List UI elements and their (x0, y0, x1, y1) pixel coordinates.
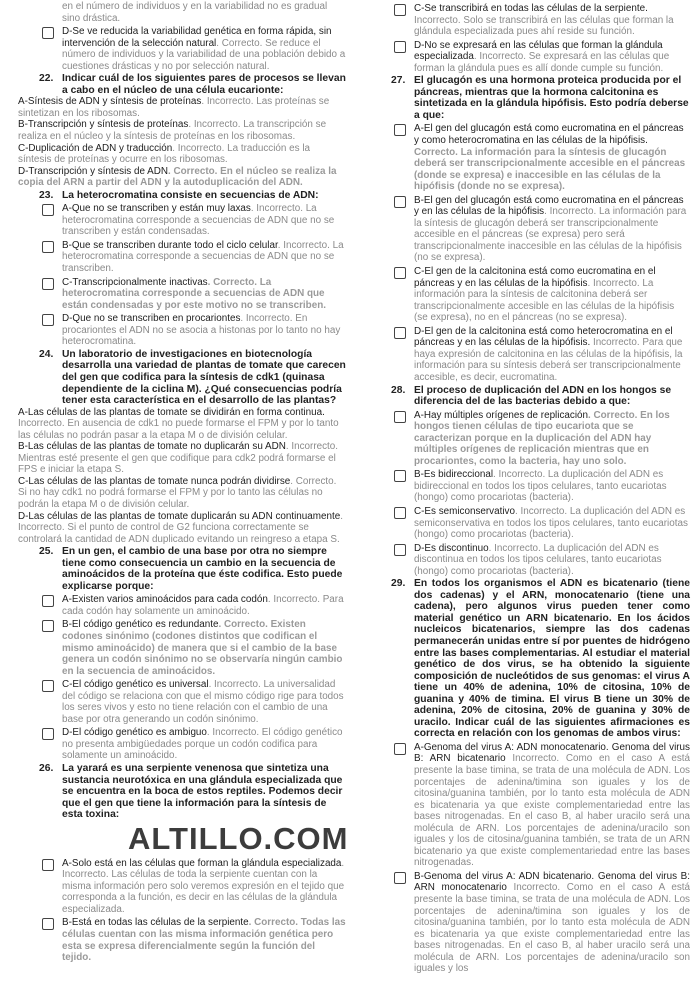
option-text: C-Las células de las plantas de tomate nunca podrán dividirse (18, 475, 291, 487)
answer-option[interactable] (18, 594, 346, 617)
answer-option[interactable] (18, 203, 346, 238)
feedback-text: . Incorrecto. La heterocromatina corresponde a secuencias de ADN que no se transcriben y están condensadas. (62, 203, 335, 238)
question-number: 29. (391, 578, 406, 590)
checkbox[interactable] (42, 620, 54, 632)
question-number: 27. (391, 75, 406, 87)
checkbox[interactable] (42, 595, 54, 607)
option-text: A-Las células de las plantas de tomate se dividirán en forma continua. (18, 406, 325, 418)
option-text: C-El gen de la calcitonina está como eucromatina en el páncreas y en las células de la hipófisis (414, 266, 656, 289)
answer-option[interactable] (18, 679, 346, 725)
option-text: B-Que se transcriben durante todo el ciclo celular (62, 239, 278, 251)
option-text: A-Síntesis de ADN y síntesis de proteínas (18, 96, 202, 108)
feedback-text: Incorrecto. Como en el caso A está presente la base timina, se trata de una molécula de ADN. Los porcentajes de adenina/timina son iguales y los de citosina/guanina también, por lo tanto esta molécula de ADN es bicatenaria ya que existe complementariedad entre las bases nitrogenadas. En el caso B, al haber uracilo será una molécula de ARN. Los porcentajes de adenina/uracilo son iguales y los (414, 882, 691, 975)
answer-option[interactable] (370, 469, 690, 504)
question (370, 385, 690, 408)
question-text: En todos los organismos el ADN es bicatenario (tiene dos cadenas) y el ARN, monocatenario (tiene una cadena), pero algunos virus pueden tener como material genético un ARN bicatenario. En los ácidos nucleicos bicatenarios, siempre las dos cadenas permanecerán unidas entre sí por puentes de hidrógeno entre las bases complementarias. Al estudiar el material genético de dos virus, se ha obtenido la siguiente composición de nucleótidos de sus genomas: el virus A tiene un 40% de adenina, 10% de citosina, 10% de guanina y 40% de timina. El virus B tiene un 30% de adenina, 20% de citosina, 20% de guanina y 30% de uracilo. Indicar cuál de las siguientes afirmaciones es correcta en relación con los genomas de ambos virus: (414, 578, 690, 740)
feedback-text: . Incorrecto. En procariontes el ADN no se asocia a histonas por lo tanto no hay heterocromatina. (62, 313, 341, 348)
option-text: C-El código genético es universal (62, 679, 209, 691)
feedback-text: . Incorrecto. La duplicación del ADN es discontinua en todos los tipos celulares, tanto eucariotas (hongo) como procariotas (bacteria). (414, 542, 662, 577)
answer-option[interactable] (370, 543, 690, 578)
option-text: D-Transcripción y síntesis de ADN (18, 165, 168, 177)
watermark: ALTILLO.COM (128, 820, 349, 856)
option-text: B-Está en todas las células de la serpiente (62, 917, 249, 929)
option-text: B-Genoma del virus A: ADN bicatenario. Genoma del virus B: ARN monocatenario (414, 870, 690, 894)
checkbox[interactable] (394, 411, 406, 423)
feedback-text: . Incorrecto. Se expresará en las células que forman la glándula pues es allí donde cumple su función. (414, 51, 670, 74)
option-text: D-Las células de las plantas de tomate duplicarán su ADN continuamente (18, 510, 341, 522)
feedback-text: . Correcto. Si no hay cdk1 no podrá formarse el FPM y por lo tanto las células no podrán la etapa M o de división celular. (18, 475, 337, 510)
answer-option[interactable] (370, 123, 690, 192)
feedback-text: . Incorrecto. Para cada codón hay solamente un aminoácido. (62, 594, 344, 617)
answer-option[interactable] (370, 410, 690, 468)
option-text: D-Es discontinuo (414, 542, 489, 554)
option-text: A-Existen varios aminoácidos para cada codón (62, 594, 268, 606)
feedback-text: . Incorrecto. Las células de toda la serpiente cuentan con la misma información pero solo veremos expresión en el tejido que corresponda a la función, es decir en las células de la glándula especializada. (62, 857, 345, 915)
answer-option[interactable] (18, 858, 346, 916)
question (18, 190, 346, 202)
question-number: 24. (39, 348, 54, 360)
feedback-text: en el número de individuos y en la variabilidad no es gradual sino drástica. (62, 1, 328, 24)
question (370, 75, 690, 121)
question-number: 22. (39, 73, 54, 85)
option-text: B-Las células de las plantas de tomate no duplicarán su ADN (18, 441, 286, 453)
answer-option (18, 511, 346, 546)
feedback-text: . Incorrecto. La duplicación del ADN es bidireccional en todos los tipos celulares, tanto eucariotas (hongo) como procariotas (bacteria). (414, 469, 667, 504)
left-column (18, 1, 349, 964)
answer-option[interactable] (370, 742, 690, 869)
checkbox[interactable] (394, 507, 406, 519)
option-text: A-Genoma del virus A: ADN monocatenario. Genoma del virus B: ARN bicatenario (414, 741, 690, 765)
answer-option[interactable] (18, 619, 346, 677)
answer-option[interactable] (370, 506, 690, 541)
checkbox[interactable] (42, 859, 54, 871)
question-text: En un gen, el cambio de una base por otra no siempre tiene como consecuencia un cambio en la secuencia de aminoácidos de la proteína que éste codifica. Esto puede explicarse porque: (62, 546, 343, 592)
right-column (370, 1, 690, 975)
answer-option (18, 476, 346, 511)
answer-option[interactable] (18, 26, 346, 72)
feedback-text: . Incorrecto. Si el punto de control de G2 funciona correctamente se controlará la cantidad de ADN duplicado evitando un reingreso a etapa S. (18, 510, 343, 545)
answer-option[interactable] (370, 195, 690, 264)
option-text: A-El gen del glucagón está como eucromatina en el páncreas y como heterocromatina en las células de la hipófisis. (414, 123, 684, 147)
question-number: 23. (39, 189, 54, 201)
answer-option[interactable] (370, 326, 690, 384)
question-number: 28. (391, 384, 406, 396)
option-text: C-Duplicación de ADN y traducción (18, 142, 173, 154)
option-text: D-Que no se transcriben en procariontes (62, 313, 241, 325)
feedback-text: . Incorrecto. La duplicación del ADN es semiconservativa en todos los tipos celulares, tanto eucariotas (hongo) como procariotas (bacteria). (414, 505, 688, 541)
option-text: D-No se expresará en las células que forman la glándula especializada (414, 39, 663, 63)
feedback-text: . Correcto. Existen codones sinónimo (codones distintos que codifican el mismo aminoácido) de manera que si el cambio de la base genera un codón sinónimo no se observaría ningún cambio en la secuencia de aminoácidos. (62, 619, 343, 677)
feedback-text: . Incorrecto. La universalidad del código se relaciona con que el mismo código rige para todos los seres vivos y esto no tiene relación con el cambio de una base por otra generando un codón sinónimo. (62, 679, 344, 725)
option-text: B-El gen del glucagón está como eucromatina en el páncreas y en las células de la hipófisis (414, 194, 684, 218)
feedback-text: . Correcto. Se reduce el número de individuos y la variabilidad de una población debido a cuestiones drásticas y no por selección natural. (62, 37, 346, 72)
checkbox[interactable] (42, 204, 54, 216)
question-text: El glucagón es una hormona proteica producida por el páncreas, mientras que la hormona calcitonina es sintetizada en la glándula hipófisis. Esto podría deberse a que: (414, 75, 689, 121)
option-text: C-Se transcribirá en todas las células de la serpiente. (414, 3, 648, 14)
option-text: B-Es bidireccional (414, 469, 494, 481)
answer-option[interactable] (18, 917, 346, 963)
checkbox[interactable] (42, 680, 54, 692)
checkbox[interactable] (394, 124, 406, 136)
option-text: A-Que no se transcriben y están muy laxas (62, 203, 251, 215)
feedback-text: . Incorrecto. La traducción es la síntesis de proteínas y ocurre en los ribosomas. (18, 142, 311, 166)
answer-option (18, 96, 346, 119)
question-number: 25. (39, 546, 54, 558)
feedback-text: . Correcto. La heterocromatina corresponde a secuencias de ADN que están condensadas y por este motivo no se transcriben. (62, 276, 326, 311)
checkbox[interactable] (394, 41, 406, 53)
checkbox[interactable] (394, 327, 406, 339)
answer-option (18, 143, 346, 166)
checkbox[interactable] (42, 314, 54, 326)
option-text: A-Solo está en las células que forman la glándula especializada (62, 857, 342, 869)
feedback-text: . Incorrecto. Las proteínas se sintetizan en los ribosomas. (18, 96, 330, 119)
checkbox[interactable] (42, 728, 54, 740)
question-text: La heterocromatina consiste en secuencias de ADN: (62, 189, 319, 201)
answer-option[interactable] (18, 277, 346, 312)
question-text: La yarará es una serpiente venenosa que sintetiza una sustancia neurotóxica en una glándula especializada que se encuentra en la boca de estos reptiles. Podemos decir que el gen que tiene la información para la síntesis de esta toxina: (62, 763, 343, 821)
question (370, 578, 690, 740)
question-text: El proceso de duplicación del ADN en los hongos se diferencia del de las bacterias debido a que: (414, 384, 672, 408)
feedback-text: . Correcto. En el núcleo se realiza la copia del ARN a partir del ADN y la autoduplicación del ADN. (18, 165, 337, 189)
feedback-text: . Incorrecto. La información para la síntesis de calcitonina deberá ser transcripcionalmente accesible en las células de la hipófisis (se expresa), no en el páncreas (no se expresa). (414, 277, 675, 324)
feedback-text: . Incorrecto. La información para la síntesis de glucagón deberá ser transcripcionalmente accesible en el páncreas (se expresa) pero será transcripcionalmente inaccesible en las células de la hipófisis (no se expresa). (414, 206, 687, 264)
checkbox[interactable] (42, 278, 54, 290)
answer-option[interactable] (18, 240, 346, 275)
feedback-text: Incorrecto. Para que haya expresión de calcitonina en las células de la hipófisis, la información para su síntesis deberá ser transcripcionalmente accesible, es decir, eucromatina. (414, 337, 683, 383)
feedback-text: . Incorrecto. La transcripción se realiza en el núcleo y la síntesis de proteínas en los ribosomas. (18, 119, 327, 143)
answer-option (18, 119, 346, 142)
question-text: Un laboratorio de investigaciones en biotecnología desarrolla una variedad de plantas de tomate que carecen del gen que codifica para la síntesis de cdk1 (quinasa dependiente de la ciclina M). ¿Qué consecuencias podría tener esta característica en el desarrollo de las plantas? (62, 348, 346, 407)
answer-option[interactable] (370, 3, 690, 38)
checkbox[interactable] (42, 27, 54, 39)
feedback-text: . Correcto. Todas las células cuentan con las misma información genética pero esta se expresa diferencialmente según la función del tejido. (62, 917, 346, 964)
answer-option (18, 166, 346, 189)
checkbox[interactable] (394, 544, 406, 556)
checkbox[interactable] (42, 918, 54, 930)
checkbox[interactable] (394, 267, 406, 279)
question (18, 763, 346, 821)
feedback-text: . Incorrecto. La heterocromatina corresponde a secuencias de ADN que no se transcriben. (62, 239, 344, 275)
checkbox[interactable] (394, 470, 406, 482)
question-text: Indicar cuál de los siguientes pares de procesos se llevan a cabo en el núcleo de una célula eucarionte: (62, 73, 346, 96)
answer-option (18, 441, 346, 476)
checkbox[interactable] (394, 872, 406, 884)
option-text: B-Transcripción y síntesis de proteínas (18, 119, 189, 131)
feedback-text: Correcto. La información para la síntesis de glucagón deberá ser transcripcionalmente accesible en el páncreas (donde se expresa) e inaccesible en las células de la hipófisis (donde no se expresa). (414, 146, 686, 193)
option-text: C-Es semiconservativo (414, 505, 515, 517)
option-text: D-Se ve reducida la variabilidad genética en forma rápida, sin intervención de la selección natural (62, 26, 332, 49)
option-text: A-Hay múltiples orígenes de replicación (414, 409, 588, 421)
feedback-text: Incorrecto. En ausencia de cdk1 no puede formarse el FPM y por lo tanto las células no podrán pasar a la etapa M o de división celular. (18, 418, 339, 441)
option-text: B-El código genético es redundante (62, 619, 219, 631)
question (18, 349, 346, 407)
answer-option[interactable] (18, 727, 346, 762)
option-text: D-El código genético es ambiguo (62, 727, 207, 739)
answer-option[interactable] (370, 266, 690, 324)
question (18, 546, 346, 592)
option-text: C-Transcripcionalmente inactivas (62, 276, 208, 288)
answer-option[interactable] (370, 871, 690, 975)
checkbox[interactable] (394, 743, 406, 755)
checkbox[interactable] (42, 241, 54, 253)
checkbox[interactable] (394, 4, 406, 16)
feedback-text: . Incorrecto. El código genético no presenta ambigüedades porque un codón codifica para solamente un aminoácido. (62, 727, 343, 762)
answer-option[interactable] (370, 40, 690, 75)
feedback-text: . Incorrecto. Mientras esté presente el gen que codifique para cdk2 podrá formarse el FPS e iniciar la etapa S. (18, 441, 339, 476)
feedback-text: Incorrecto. Como en el caso A está presente la base timina, se trata de una molécula de ADN. Los porcentajes de adenina/timina son iguales y los de citosina/guanina también, por lo tanto esta molécula de ADN es bicatenaria ya que existe complementariedad entre las bases nitrogenadas. En el caso B, al haber uracilo será una molécula de ARN. Los porcentajes de adenina/uracilo son iguales y los de citosina/guanina también, se trata de un ARN bicatenario ya que existe complementariedad entre las bases nitrogenadas. (414, 753, 691, 869)
answer-option (18, 407, 346, 442)
feedback-text: Incorrecto. Solo se transcribirá en las células que forman la glándula especializada pues ahí reside su función. (414, 14, 674, 38)
option-text: D-El gen de la calcitonina está como heterocromatina en el páncreas y en las células de la hipófisis. (414, 325, 673, 349)
feedback-continuation (18, 1, 346, 24)
checkbox[interactable] (394, 196, 406, 208)
answer-option[interactable] (18, 313, 346, 348)
question (18, 73, 346, 96)
feedback-text: . Correcto. En los hongos tienen células de tipo eucariota que se caracterizan porque en la duplicación del ADN hay múltiples orígenes de replicación mientras que en procariontes, como la bacteria, hay uno solo. (414, 409, 670, 467)
question-number: 26. (39, 763, 54, 774)
